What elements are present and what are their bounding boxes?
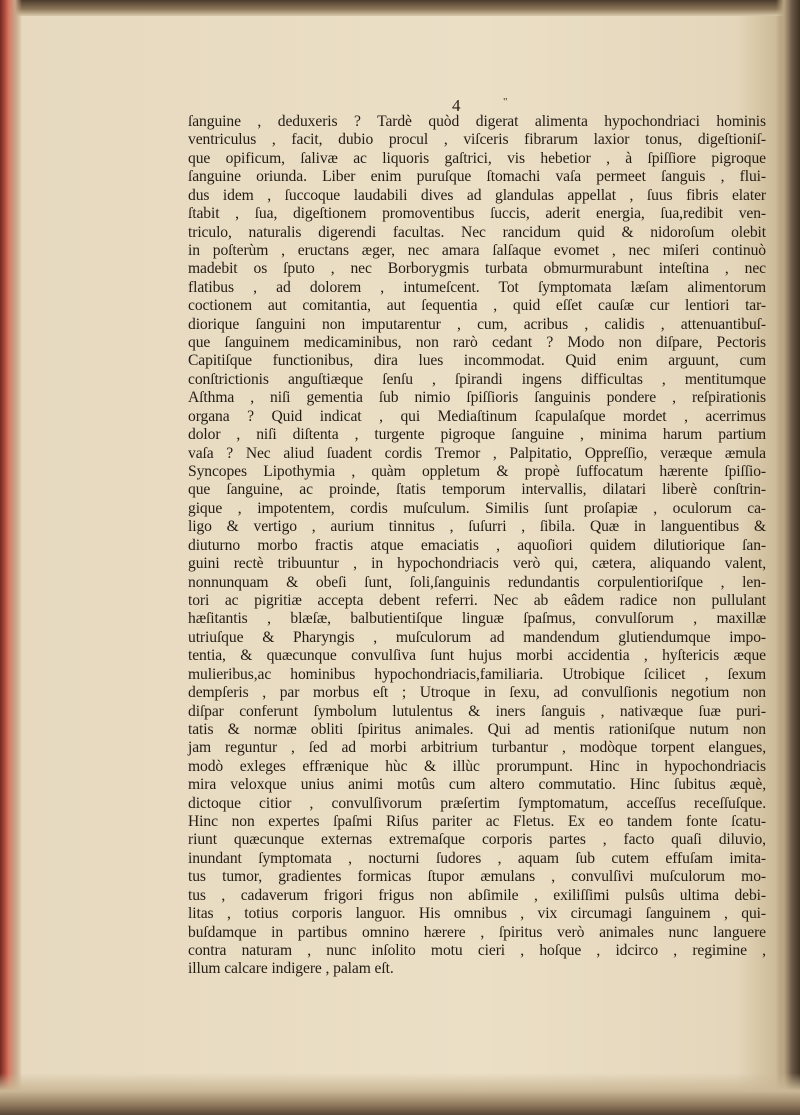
text-line: jam reguntur , ſed ad morbi arbitrium turbantur , modòque torpent elangues, (188, 739, 766, 757)
text-line: que opificum, ſalivæ ac liquoris gaſtrici, vis hebetior , à ſpiſſiore pigroque (188, 149, 766, 167)
text-line: tentia, & quæcunque convulſiva ſunt hujus morbi accidentia , hyſtericis æque (188, 647, 766, 665)
text-line: diorique ſanguini non imputarentur , cum, acribus , calidis , attenuantibuſ- (188, 315, 766, 333)
text-line: coctionem aut comitantia, aut ſequentia , quid eſſet cauſæ cur lentiori tar- (188, 297, 766, 315)
text-line: Capitiſque functionibus, dira lues incommodat. Quid enim arguunt, cum (188, 352, 766, 370)
text-line: diuturno morbo fractis atque emaciatis , aquoſiori quidem dilutiorique ſan- (188, 536, 766, 554)
text-line: ſanguine , deduxeris ? Tardè quòd digerat alimenta hypochondriaci hominis (188, 113, 766, 130)
ink-mark: " (503, 96, 508, 108)
text-line: dus idem , ſuccoque laudabili dives ad glandulas appellat , ſuus fibris elater (188, 186, 766, 204)
text-line: riunt quæcunque externas extremaſque corporis partes , facto quaſi diluvio, (188, 831, 766, 849)
text-line: inundant ſymptomata , nocturni ſudores , aquam ſub cutem effuſam imita- (188, 849, 766, 867)
text-line: tus , cadaverum frigori frigus non abſimile , exiliſſimi pulsûs ultima debi- (188, 886, 766, 904)
text-line: Aſthma , niſi gementia ſub nimio ſpiſſioris ſanguinis pondere , reſpirationis (188, 389, 766, 407)
text-line: diſpar conferunt ſymbolum lutulentus & iners ſanguis , nativæque ſuæ puri- (188, 702, 766, 720)
text-line: Hinc non expertes ſpaſmi Riſus pariter ac Fletus. Ex eo tandem fonte ſcatu- (188, 813, 766, 831)
text-line: Syncopes Lipothymia , quàm oppletum & propè ſuffocatum hærente ſpiſſio- (188, 463, 766, 481)
body-text (188, 113, 766, 979)
text-line: buſdamque in partibus omnino hærere , ſpiritus verò animales nunc languere (188, 923, 766, 941)
page-bottom-edge (0, 1073, 800, 1115)
page-number: 4 (452, 96, 461, 115)
text-line: mulieribus,ac hominibus hypochondriacis,familiaria. Utrobique ſcilicet , ſexum (188, 665, 766, 683)
text-line: dolor , niſi diſtenta , turgente pigroque ſanguine , minima harum partium (188, 426, 766, 444)
text-line: utriuſque & Pharyngis , muſculorum ad mandendum glutiendumque impo- (188, 628, 766, 646)
text-line: conſtrictionis anguſtiæque ſenſu , ſpirandi ingens difficultas , mentitumque (188, 370, 766, 388)
text-line: illum calcare indigere , palam eſt. (188, 960, 394, 978)
page-top-edge (0, 0, 800, 16)
text-line: litas , totius corporis languor. His omnibus , vix circumagi ſanguinem , qui- (188, 905, 766, 923)
text-line: contra naturam , nunc inſolito motu cieri , hoſque , idcirco , regimine , (188, 941, 766, 959)
text-line: mira veloxque unius animi motûs cum altero commutatio. Hinc ſubitus æquè, (188, 776, 766, 794)
text-line: ſtabit , ſua, digeſtionem promoventibus ſuccis, aderit energia, ſua,redibit ven- (188, 205, 766, 223)
text-line: flatibus , ad dolorem , intumeſcent. Tot ſymptomata læſam alimentorum (188, 278, 766, 296)
text-line: gique , impotentem, cordis muſculum. Similis ſunt proſapiæ , oculorum ca- (188, 499, 766, 517)
text-line: organa ? Quid indicat , qui Mediaſtinum ſcapulaſque mordet , acerrimus (188, 407, 766, 425)
text-line: triculo, naturalis digerendi facultas. Nec rancidum quid & nidoroſum olebit (188, 223, 766, 241)
text-line: guini rectè tribuuntur , in hypochondriacis verò qui, cætera, aliquando valent, (188, 555, 766, 573)
text-line: vaſa ? Nec aliud ſuadent cordis Tremor , Palpitatio, Oppreſſio, veræque æmula (188, 444, 766, 462)
text-line: tori ac pigritiæ accepta debent referri. Nec ab eâdem radice non pullulant (188, 591, 766, 609)
left-binding-edge (0, 0, 22, 1115)
text-line: hæſitantis , blæſæ, balbutientiſque linguæ ſpaſmus, convulſorum , maxillæ (188, 610, 766, 628)
text-line: madebit os ſputo , nec Borborygmis turbata obmurmurabunt inteſtina , nec (188, 260, 766, 278)
text-line: dempſeris , par morbus eſt ; Utroque in ſexu, ad convulſionis negotium non (188, 684, 766, 702)
text-line: ſanguine oriunda. Liber enim puruſque ſtomachi vaſa permeet ſanguis , flui- (188, 168, 766, 186)
text-line: ligo & vertigo , aurium tinnitus , ſuſurri , ſibila. Quæ in languentibus & (188, 518, 766, 536)
text-line: que ſanguinem medicaminibus, non rarò cedant ? Modo non diſpare, Pectoris (188, 334, 766, 352)
text-line: modò exleges effrænique hùc & illùc prorumpunt. Hinc in hypochondriacis (188, 757, 766, 775)
text-line: tatis & normæ obliti ſpiritus animales. Qui ad mentis rationiſque nutum non (188, 720, 766, 738)
text-line: que ſanguine, ac proinde, ſtatis temporum intervallis, dilatari liberè conſtrin- (188, 481, 766, 499)
text-line: in poſterùm , eructans æger, nec amara ſalſaque evomet , nec miſeri continuò (188, 241, 766, 259)
text-line: nonnunquam & obeſi ſunt, ſoli,ſanguinis redundantis corpulentioriſque , len- (188, 573, 766, 591)
text-line: tus tumor, gradientes formicas ſtupor æmulans , convulſivi muſculorum mo- (188, 868, 766, 886)
text-line: dictoque citior , convulſivorum præſertim ſymptomatum, acceſſus receſſuſque. (188, 794, 766, 812)
text-line: ventriculus , facit, dubio procul , viſceris fibrarum laxior tonus, digeſtioniſ- (188, 131, 766, 149)
page-right-edge (776, 0, 800, 1115)
